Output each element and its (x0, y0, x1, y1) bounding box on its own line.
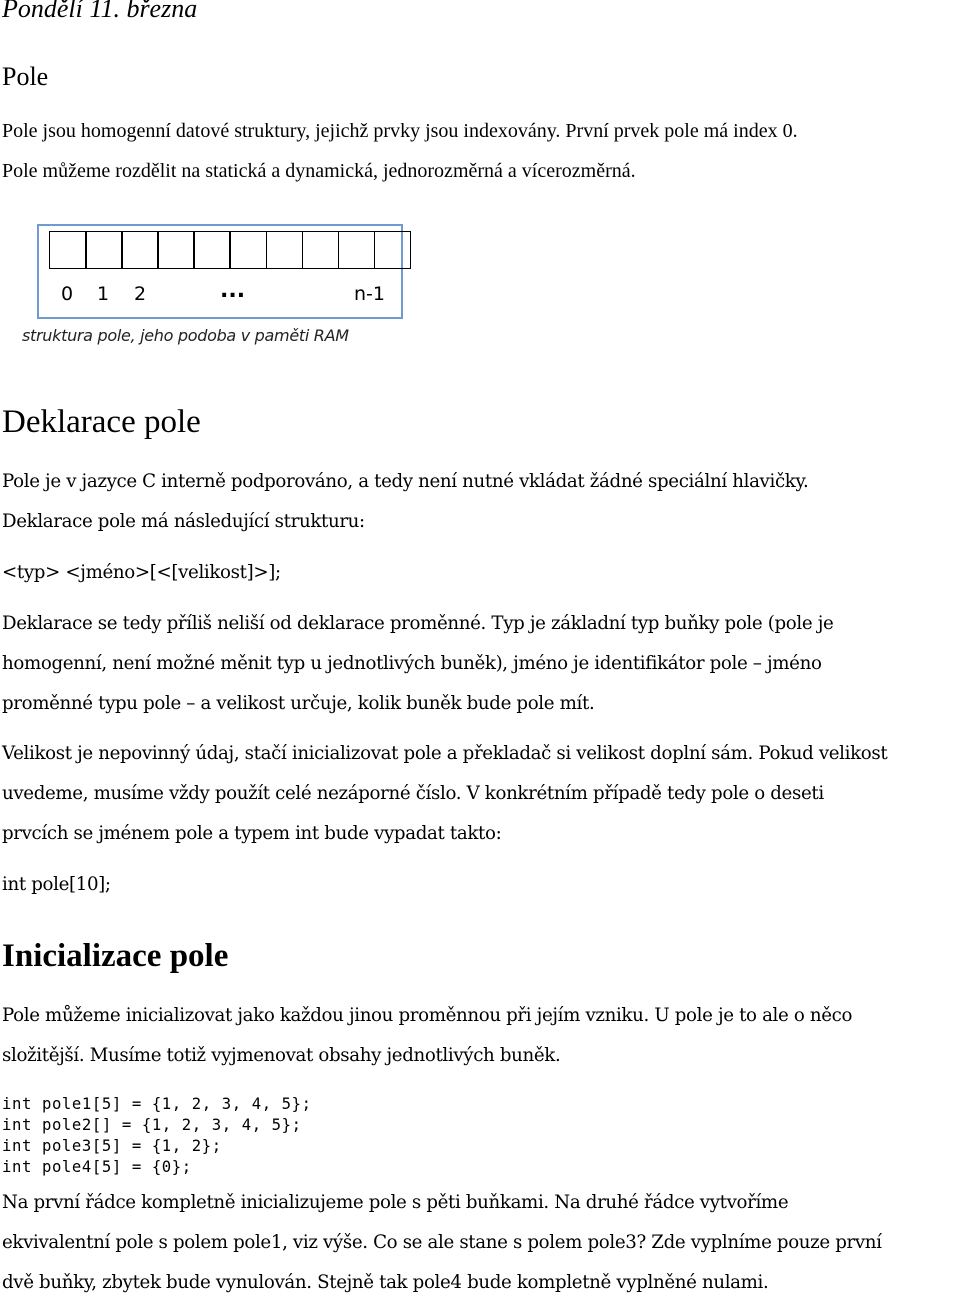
array-index-label: 2 (134, 283, 147, 305)
array-cell (193, 231, 231, 269)
paragraph-line: Na první řádce kompletně inicializujeme pole s pěti buňkami. Na druhé řádce vytvoříme (2, 1192, 789, 1213)
code-line: int pole3[5] = {1, 2}; (2, 1137, 222, 1155)
array-cell (157, 231, 195, 269)
page-date: Pondělí 11. března (2, 0, 198, 23)
paragraph-line: homogenní, není možné měnit typ u jednotlivých buněk), jméno je identifikátor pole – jméno (2, 653, 822, 674)
array-cell (49, 231, 87, 269)
array-index-label: 0 (61, 283, 74, 305)
paragraph-line: dvě buňky, zbytek bude vynulován. Stejně tak pole4 bude kompletně vyplněné nulami. (2, 1272, 769, 1293)
paragraph-line: Velikost je nepovinný údaj, stačí inicializovat pole a překladač si velikost doplní sám. Pokud velikost (2, 743, 888, 764)
paragraph-line: Deklarace pole má následující strukturu: (2, 511, 365, 532)
array-index-label: 1 (97, 283, 110, 305)
code-line: int pole4[5] = {0}; (2, 1158, 192, 1176)
code-line: int pole1[5] = {1, 2, 3, 4, 5}; (2, 1095, 312, 1113)
paragraph-line: Pole můžeme inicializovat jako každou jinou proměnnou při jejím vzniku. U pole je to ale o něco (2, 1005, 853, 1026)
paragraph-line: Pole jsou homogenní datové struktury, jejichž prvky jsou indexovány. První prvek pole má index 0. (2, 120, 798, 142)
array-cell (266, 231, 304, 269)
array-cells (49, 231, 410, 269)
section-title-deklarace: Deklarace pole (2, 404, 201, 440)
paragraph-line: Pole je v jazyce C interně podporováno, a tedy není nutné vkládat žádné speciální hlavičky. (2, 471, 809, 492)
code-block (2, 1094, 312, 1178)
array-cell (302, 231, 340, 269)
code-line: int pole2[] = {1, 2, 3, 4, 5}; (2, 1116, 302, 1134)
paragraph-line: ekvivalentní pole s polem pole1, viz výše. Co se ale stane s polem pole3? Zde vyplníme pouze první (2, 1232, 882, 1253)
array-cell (85, 231, 123, 269)
paragraph-line: uvedeme, musíme vždy použít celé nezáporné číslo. V konkrétním případě tedy pole o deseti (2, 783, 824, 804)
paragraph-line: složitější. Musíme totiž vyjmenovat obsahy jednotlivých buněk. (2, 1045, 561, 1066)
array-cell (374, 231, 412, 269)
paragraph-line: proměnné typu pole – a velikost určuje, kolik buněk bude pole mít. (2, 693, 595, 714)
array-index-label: n-1 (354, 283, 385, 305)
syntax-line: <typ> <jméno>[<[velikost]>]; (2, 562, 281, 583)
diagram-caption: struktura pole, jeho podoba v paměti RAM (22, 326, 349, 345)
array-cell (229, 231, 267, 269)
section-title-pole: Pole (2, 62, 49, 91)
section-title-inicializace: Inicializace pole (2, 938, 229, 974)
code-line: int pole[10]; (2, 874, 111, 895)
paragraph-line: prvcích se jménem pole a typem int bude vypadat takto: (2, 823, 502, 844)
array-cell (121, 231, 159, 269)
array-index-ellipsis: ... (220, 278, 246, 303)
paragraph-line: Pole můžeme rozdělit na statická a dynamická, jednorozměrná a vícerozměrná. (2, 160, 636, 182)
paragraph-line: Deklarace se tedy příliš neliší od deklarace proměnné. Typ je základní typ buňky pole (pole je (2, 613, 834, 634)
array-cell (338, 231, 376, 269)
